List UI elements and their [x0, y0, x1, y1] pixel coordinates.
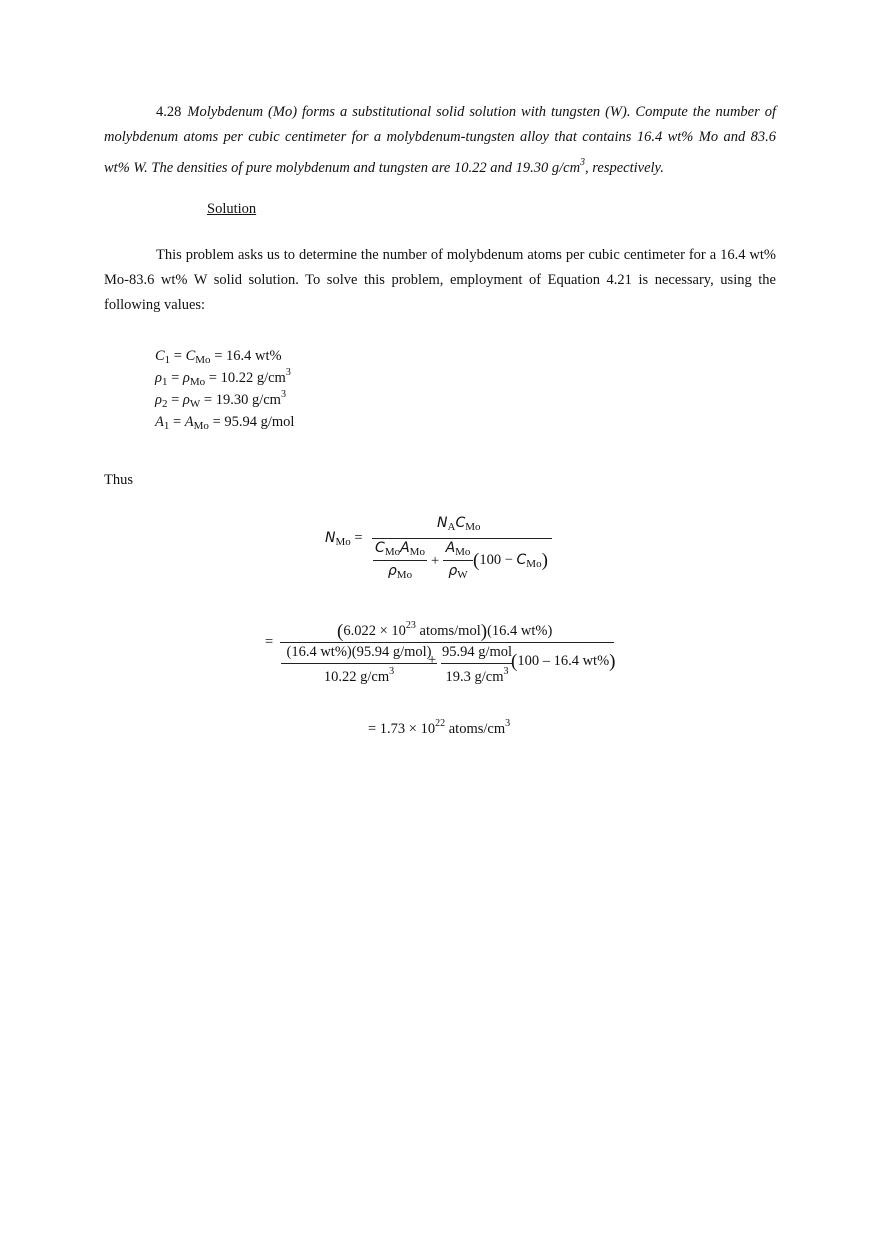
num-exponent: 23: [405, 620, 416, 631]
equation-lhs: [325, 530, 363, 548]
denominator-fraction-1: [373, 540, 427, 581]
value-amount: = 95.94 g/mol: [212, 414, 295, 430]
value-symbol-sub: 1: [164, 354, 171, 366]
f2-bot-symbol: ρ: [448, 563, 458, 579]
result-unit: atoms/cm: [445, 721, 506, 737]
plus-sign: +: [431, 553, 440, 569]
value-amount: = 19.30 g/cm: [203, 392, 281, 408]
value-symbol: C: [155, 348, 165, 364]
denominator-fraction-2: [443, 540, 473, 581]
value-symbol: ρ: [155, 392, 162, 408]
fraction-bar: [372, 538, 552, 539]
f1-top-symbol-b: A: [400, 540, 410, 556]
f2-top-symbol: A: [445, 540, 456, 556]
num-sub-b: Mo: [465, 521, 481, 533]
f1-top-symbol-a: C: [375, 540, 385, 556]
f1-top: (16.4 wt%)(95.94 g/mol): [286, 644, 432, 660]
problem-text-sup: 3: [580, 157, 586, 168]
value-amount: = 10.22 g/cm: [208, 370, 286, 386]
equals-sign: =: [265, 634, 274, 650]
lhs-symbol: N: [325, 530, 336, 546]
value-row: $\rho_2 = \rho_W = 19.30$ $g/cm^3$: [155, 389, 286, 410]
f2-bot-sup: 3: [503, 666, 509, 677]
equation-numerator: ($6.022 \times 10^{23}$ atoms/mol)(16.4 wt%): [337, 620, 553, 642]
value-symbol-sub: 1: [161, 376, 168, 388]
problem-text-end: , respectively.: [585, 160, 664, 176]
problem-statement: [104, 100, 776, 181]
result-exponent: 22: [435, 718, 446, 729]
value-equiv-sub: W: [189, 398, 201, 410]
value-equiv-symbol: ρ: [182, 392, 190, 408]
value-symbol: A: [155, 414, 164, 430]
paren-term: [473, 550, 548, 572]
num-unit: atoms/mol: [415, 623, 481, 639]
f2-bot: 19.3 g/cm: [445, 669, 504, 685]
value-equiv-symbol: C: [185, 348, 196, 364]
value-unit-sup: 3: [285, 367, 291, 378]
value-equiv-sub: Mo: [189, 376, 206, 388]
paren-symbol: C: [516, 552, 527, 568]
value-row: $C_1 = C_{Mo} = 16.4$ wt%: [155, 348, 282, 366]
value-equiv-sub: Mo: [195, 354, 211, 366]
paren-close: ): [541, 550, 548, 571]
solution-intro-text: This problem asks us to determine the number of molybdenum atoms per cubic centimeter for a 16.4 wt% Mo-83.6 wt% W solid solution. To solve this problem, employment of Equation 4.21 is necessary, using the following values:: [104, 247, 776, 313]
value-equiv-symbol: A: [184, 414, 194, 430]
value-unit-sup: 3: [280, 389, 286, 400]
value-row: $\rho_1 = \rho_{Mo} = 10.22$ $g/cm^3$: [155, 367, 291, 388]
value-symbol-sub: 1: [163, 420, 170, 432]
paren-open: (: [473, 550, 480, 571]
equation-numerator: [437, 515, 481, 533]
thus-label: Thus: [104, 472, 133, 488]
value-equiv-symbol: ρ: [182, 370, 190, 386]
num-symbol-a: N: [437, 515, 448, 531]
value-equiv-sub: Mo: [193, 420, 209, 432]
denominator-fraction-1: [281, 644, 437, 686]
f1-bot-sup: 3: [389, 666, 395, 677]
value-symbol: ρ: [155, 370, 162, 386]
f2-top: 95.94 g/mol: [441, 644, 513, 660]
equals-sign: =: [354, 530, 363, 546]
result-coefficient: = 1.73 × 10: [368, 721, 436, 737]
fraction-bar: [280, 642, 614, 643]
symbolic-equation: [325, 515, 565, 590]
f2-top-sub: Mo: [455, 546, 471, 558]
f1-top-sub-a: Mo: [384, 546, 401, 558]
solution-heading: Solution: [207, 201, 257, 217]
paren-number: 100 −: [479, 552, 517, 568]
f1-bot: 10.22 g/cm: [323, 669, 390, 685]
num-coefficient: 6.022 × 10: [343, 623, 406, 639]
plus-sign: +: [428, 652, 437, 668]
result-unit-sup: 3: [505, 718, 511, 729]
f1-top-sub-b: Mo: [409, 546, 425, 558]
value-amount: = 16.4 wt%: [214, 348, 282, 364]
value-row: $A_1 = A_{Mo} = 95.94$ g/mol: [155, 414, 295, 432]
problem-number: 4.28: [156, 104, 182, 120]
num-concentration: (16.4 wt%): [487, 623, 553, 639]
paren-inner: 100 – 16.4 wt%: [517, 653, 610, 669]
num-symbol-b: C: [455, 515, 466, 531]
numeric-equation: [265, 620, 615, 690]
f1-bot-sub: Mo: [396, 569, 413, 581]
num-sub-a: A: [447, 521, 456, 533]
final-result: [368, 718, 510, 738]
problem-text: Molybdenum (Mo) forms a substitutional solid solution with tungsten (W). Compute the number of molybdenum atoms per cubic centimeter for a molybdenum-tungsten alloy that contains 16.4 wt% Mo and 83.6 wt% W. The densities of pure molybdenum and tungsten are 10.22 and 19.30 g/cm: [104, 104, 776, 176]
lhs-sub: Mo: [335, 536, 351, 548]
paren-sub: Mo: [526, 558, 542, 570]
f2-bot-sub: W: [457, 569, 468, 581]
f1-bot-symbol: ρ: [387, 563, 397, 579]
denominator-fraction-2: [441, 644, 513, 686]
solution-intro: [104, 243, 776, 318]
value-symbol-sub: 2: [161, 398, 168, 410]
given-values: [155, 340, 295, 432]
paren-term: (100 – 16.4 wt%): [511, 651, 616, 672]
